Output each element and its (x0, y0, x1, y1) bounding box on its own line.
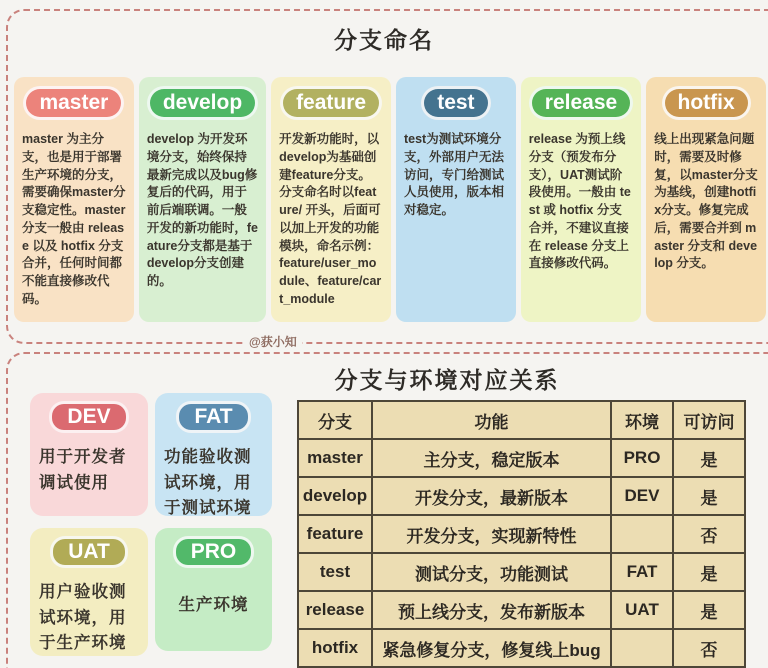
feature-branch-description: 开发新功能时，以develop为基础创建feature分支。分支命名时以feature/ 开头，后面可以加上开发的功能模块，命名示例：feature/user_module、feature/cart_module (279, 132, 382, 306)
uat-env-pill: UAT (50, 536, 128, 568)
env-badge-pro (155, 528, 272, 651)
branch-card-test (396, 77, 516, 322)
cell-environment: DEV (611, 477, 673, 515)
branch-card-release (521, 77, 641, 322)
pro-env-description: 生产环境 (178, 595, 249, 614)
cell-accessible: 是 (673, 553, 745, 591)
cell-function: 测试分支，功能测试 (372, 553, 611, 591)
release-branch-description: release 为预上线分支（预发布分支），UAT测试阶段使用。一般由 test 或 hotfix 分支合并，不建议直接在 release 分支上直接修改代码。 (528, 132, 631, 271)
master-branch-pill: master (23, 86, 124, 120)
env-badge-uat (30, 528, 148, 656)
table-row (298, 629, 745, 667)
release-branch-pill: release (529, 86, 633, 120)
cell-function: 预上线分支，发布新版本 (372, 591, 611, 629)
header-function: 功能 (372, 401, 611, 439)
cell-accessible: 否 (673, 629, 745, 667)
cell-branch: master (298, 439, 372, 477)
test-branch-pill: test (421, 86, 490, 120)
watermark: @获小知 (244, 333, 302, 350)
branch-env-title: 分支与环境对应关系 (334, 367, 560, 393)
cell-environment (611, 515, 673, 553)
cell-accessible: 是 (673, 477, 745, 515)
table-header-row (298, 401, 745, 439)
cell-environment: FAT (611, 553, 673, 591)
cell-accessible: 是 (673, 591, 745, 629)
cell-environment: UAT (611, 591, 673, 629)
branch-cards-row (14, 77, 766, 322)
table-row (298, 439, 745, 477)
cell-accessible: 是 (673, 439, 745, 477)
env-badge-fat (155, 393, 272, 516)
cell-function: 开发分支，实现新特性 (372, 515, 611, 553)
cell-function: 紧急修复分支，修复线上bug (372, 629, 611, 667)
branch-env-table (297, 400, 746, 668)
branch-naming-title: 分支命名 (334, 27, 434, 53)
env-badge-dev (30, 393, 148, 516)
test-branch-description: test为测试环境分支，外部用户无法访问，专门给测试人员使用，版本相对稳定。 (403, 132, 504, 218)
table-row (298, 515, 745, 553)
hotfix-branch-pill: hotfix (662, 86, 751, 120)
develop-branch-pill: develop (147, 86, 258, 120)
fat-env-description: 功能验收测试环境，用于测试环境 (164, 448, 252, 518)
header-accessible: 可访问 (673, 401, 745, 439)
feature-branch-pill: feature (280, 86, 382, 120)
cell-function: 主分支，稳定版本 (372, 439, 611, 477)
develop-branch-description: develop 为开发环境分支，始终保持最新完成以及bug修复后的代码，用于前后端联调。一般开发的新功能时，feature分支都是基于develop分支创建的。 (146, 132, 258, 289)
table-row (298, 591, 745, 629)
pro-env-pill: PRO (173, 536, 255, 568)
header-branch: 分支 (298, 401, 372, 439)
cell-branch: hotfix (298, 629, 372, 667)
cell-function: 开发分支，最新版本 (372, 477, 611, 515)
branch-card-develop (139, 77, 266, 322)
cell-branch: feature (298, 515, 372, 553)
master-branch-description: master 为主分支，也是用于部署生产环境的分支，需要确保master分支稳定性。master 分支一般由 release 以及 hotfix 分支合并，任何时间都不能直接修改代码。 (22, 132, 126, 306)
fat-env-pill: FAT (176, 401, 250, 433)
uat-env-description: 用户验收测试环境，用于生产环境 (39, 583, 127, 653)
branch-card-feature (271, 77, 391, 322)
branch-card-hotfix (646, 77, 766, 322)
dev-env-description: 用于开发者调试使用 (39, 448, 127, 492)
dev-env-pill: DEV (49, 401, 128, 433)
cell-environment (611, 629, 673, 667)
cell-environment: PRO (611, 439, 673, 477)
branch-card-master (14, 77, 134, 322)
hotfix-branch-description: 线上出现紧急问题时，需要及时修复，以master分支为基线，创建hotfix分支。修复完成后，需要合并到 master 分支和 develop 分支。 (654, 132, 758, 271)
header-environment: 环境 (611, 401, 673, 439)
table-row (298, 553, 745, 591)
cell-accessible: 否 (673, 515, 745, 553)
table-row (298, 477, 745, 515)
cell-branch: test (298, 553, 372, 591)
cell-branch: develop (298, 477, 372, 515)
cell-branch: release (298, 591, 372, 629)
